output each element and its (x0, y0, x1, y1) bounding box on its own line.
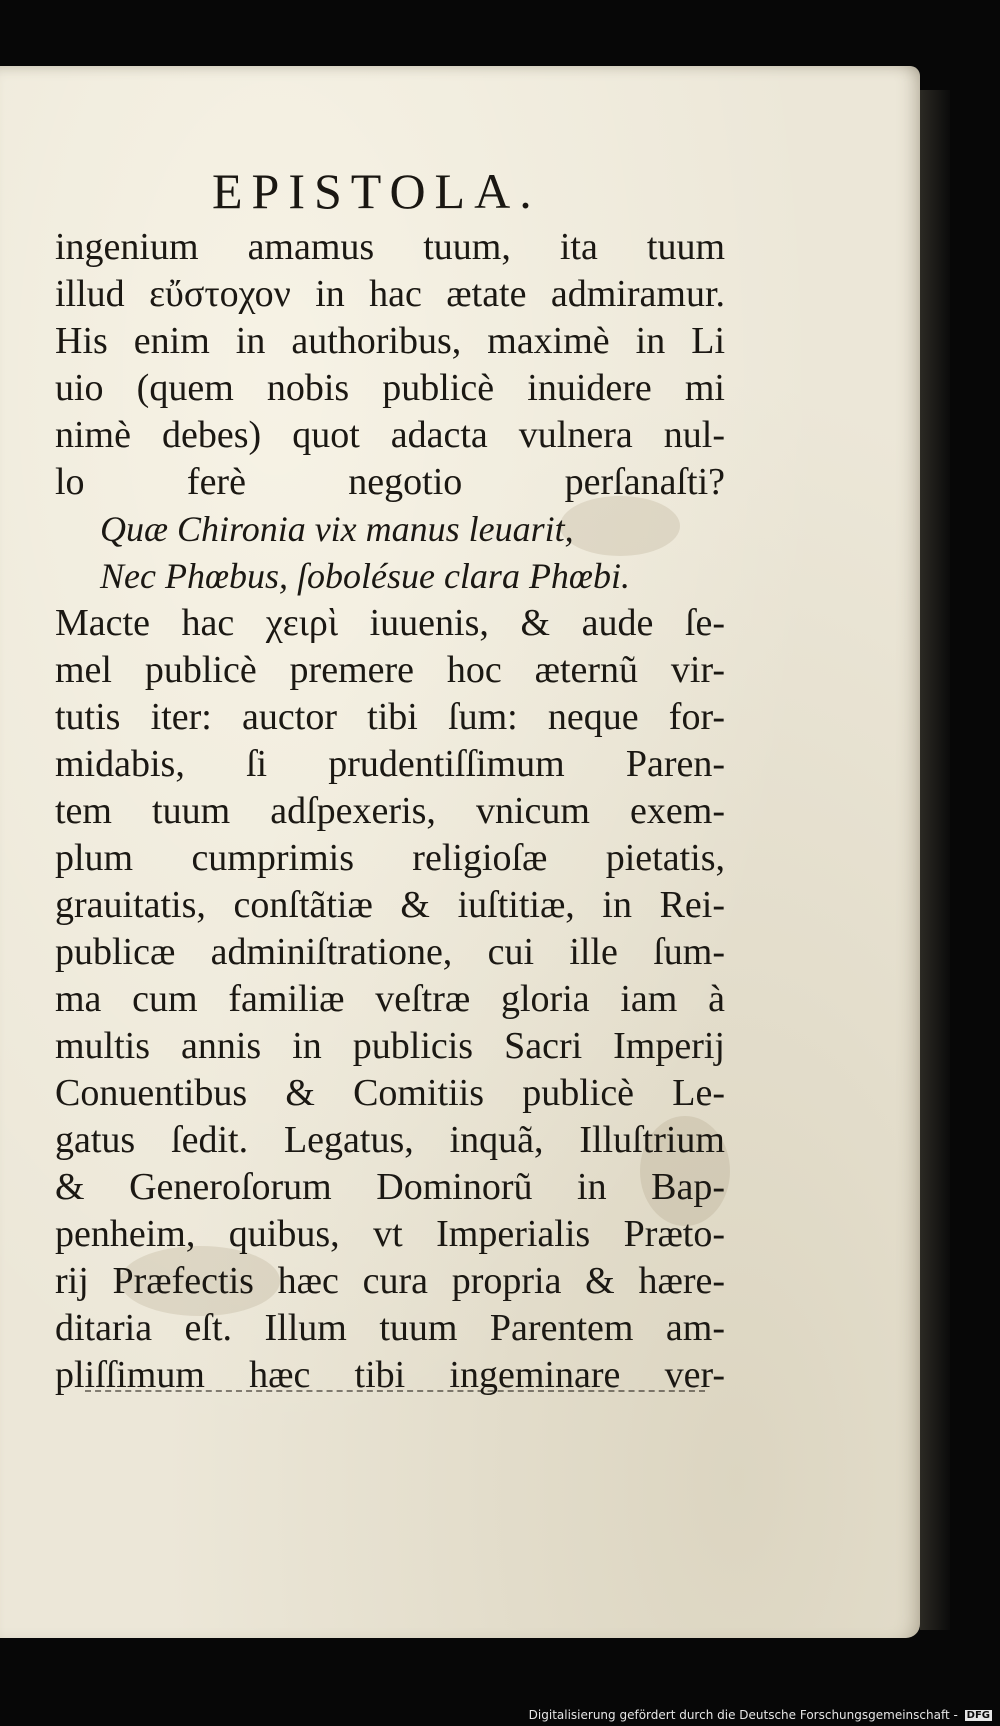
text-line: Conuentibus & Comitiis publicè Le- (55, 1072, 725, 1114)
bottom-catch-marks (85, 1390, 705, 1400)
text-line: & Generoſorum Dominorũ in Bap- (55, 1166, 725, 1208)
text-line: pliſſimum hæc tibi ingeminare ver- (55, 1354, 725, 1396)
text-line: ditaria eſt. Illum tuum Parentem am- (55, 1307, 725, 1349)
text-line: publicæ adminiſtratione, cui ille ſum- (55, 931, 725, 973)
text-line: illud εὔστοχον in hac ætate admiramur. (55, 273, 725, 315)
text-line: His enim in authoribus, maximè in Li (55, 320, 725, 362)
text-line: nimè debes) quot adacta vulnera nul- (55, 414, 725, 456)
text-line: midabis, ſi prudentiſſimum Paren- (55, 743, 725, 785)
text-line: rij Præfectis hæc cura propria & hære- (55, 1260, 725, 1302)
digitization-credit (529, 1708, 992, 1722)
text-line: lo ferè negotio perſanaſti? (55, 461, 725, 503)
text-line: ma cum familiæ veſtræ gloria iam à (55, 978, 725, 1020)
verse-line: Quæ Chironia vix manus leuarit, (100, 509, 574, 549)
text-line: ingenium amamus tuum, ita tuum (55, 226, 725, 268)
text-block (55, 224, 725, 1399)
text-line: mel publicè premere hoc æternũ vir- (55, 649, 725, 691)
text-line: uio (quem nobis publicè inuidere mi (55, 367, 725, 409)
text-line: penheim, quibus, vt Imperialis Præto- (55, 1213, 725, 1255)
running-head: EPISTOLA. (212, 163, 541, 219)
text-line: tutis iter: auctor tibi ſum: neque for- (55, 696, 725, 738)
text-line: multis annis in publicis Sacri Imperij (55, 1025, 725, 1067)
text-line: grauitatis, conſtãtiæ & iuſtitiæ, in Rei- (55, 884, 725, 926)
text-line: tem tuum adſpexeris, vnicum exem- (55, 790, 725, 832)
verse-line: Nec Phœbus, ſobolésue clara Phœbi. (100, 556, 630, 596)
page-edge-shadow (920, 90, 950, 1630)
text-line: Macte hac χειρὶ iuuenis, & aude ſe- (55, 602, 725, 644)
dfg-logo-icon: DFG (966, 1710, 990, 1721)
credit-text: Digitalisierung gefördert durch die Deutsche Forschungsgemeinschaft - (528, 1708, 958, 1722)
text-line: plum cumprimis religioſæ pietatis, (55, 837, 725, 879)
text-line: gatus ſedit. Legatus, inquã, Illuſtrium (55, 1119, 725, 1161)
